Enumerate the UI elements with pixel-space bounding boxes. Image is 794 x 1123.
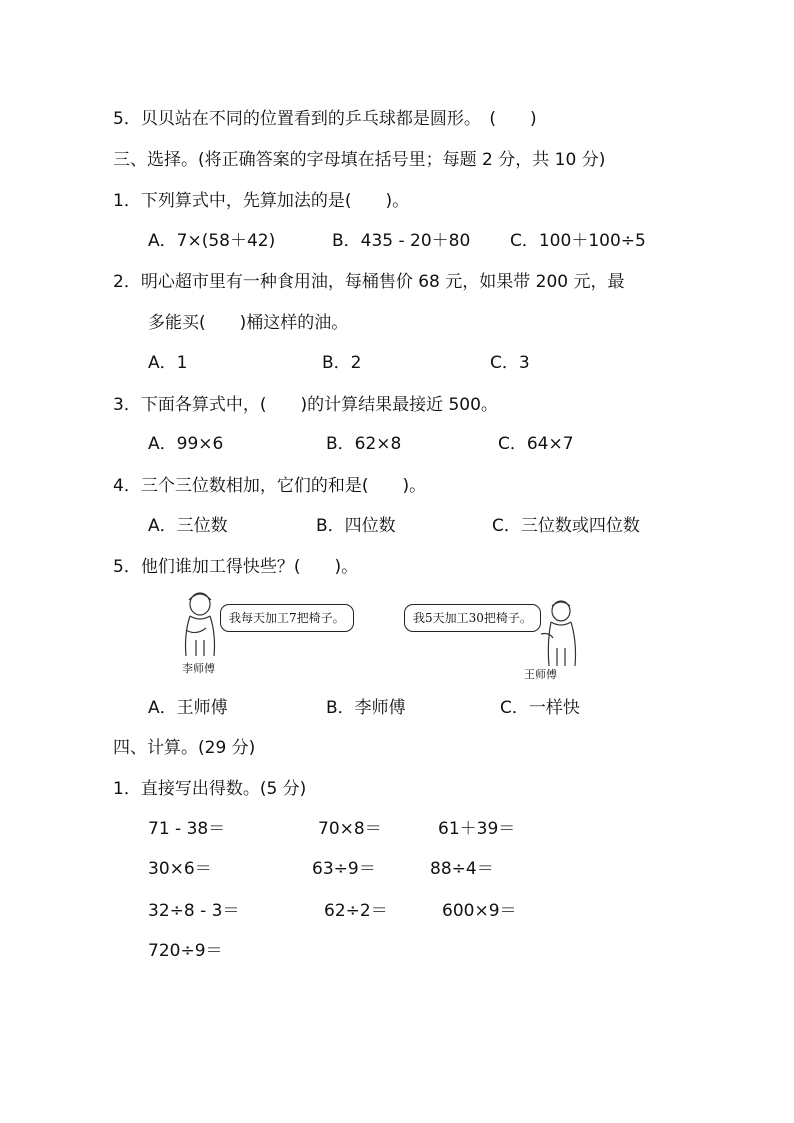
choice-q3-stem: 3．下面各算式中，( )的计算结果最接近 500。 [113,395,498,415]
choice-q2-option-b: B．2 [322,353,362,373]
worker-wang-name: 王师傅 [524,668,557,681]
worker-li-speech-bubble: 我每天加工7把椅子。 [220,604,354,632]
calc-r3-c3: 600×9＝ [442,901,517,921]
choice-q3-option-a: A．99×6 [148,434,224,454]
calc-r1-c1: 71 - 38＝ [148,819,226,839]
choice-q4-option-b: B．四位数 [316,516,396,536]
choice-q4-option-c: C．三位数或四位数 [492,516,640,536]
worker-wang-speech-bubble: 我5天加工30把椅子。 [404,604,541,632]
calc-r1-c3: 61＋39＝ [438,819,516,839]
calc-r2-c1: 30×6＝ [148,859,212,879]
worker-li-name: 李师傅 [182,662,215,675]
choice-q5-option-b: B．李师傅 [326,698,406,718]
section-4-sub-1: 1．直接写出得数。(5 分) [113,779,307,799]
choice-q2-option-a: A．1 [148,353,188,373]
choice-q5-stem: 5．他们谁加工得快些？( )。 [113,557,359,577]
choice-q2-option-c: C．3 [490,353,530,373]
section-4-heading: 四、计算。(29 分) [113,738,256,758]
calc-r4-c1: 720÷9＝ [148,941,223,961]
section-3-heading: 三、选择。(将正确答案的字母填在括号里；每题 2 分，共 10 分) [113,150,606,170]
worker-li-figure [176,590,224,660]
judgement-item-5: 5．贝贝站在不同的位置看到的乒乓球都是圆形。 ( ) [113,109,537,129]
choice-q2-stem: 2．明心超市里有一种食用油，每桶售价 68 元，如果带 200 元，最 [113,272,625,292]
choice-q2-stem-continued: 多能买( )桶这样的油。 [148,313,349,333]
calc-r2-c3: 88÷4＝ [430,859,494,879]
calc-r2-c2: 63÷9＝ [312,859,376,879]
choice-q1-option-b: B．435 - 20＋80 [332,231,471,251]
calc-r1-c2: 70×8＝ [318,819,382,839]
choice-q5-option-a: A．王师傅 [148,698,228,718]
calc-r3-c1: 32÷8 - 3＝ [148,901,240,921]
choice-q1-stem: 1．下列算式中，先算加法的是( )。 [113,191,410,211]
choice-q5-option-c: C．一样快 [500,698,580,718]
choice-q4-option-a: A．三位数 [148,516,228,536]
worker-wang-figure [535,598,585,670]
calc-r3-c2: 62÷2＝ [324,901,388,921]
choice-q3-option-c: C．64×7 [498,434,574,454]
choice-q4-stem: 4．三个三位数相加，它们的和是( )。 [113,476,427,496]
choice-q1-option-a: A．7×(58＋42) [148,231,276,251]
choice-q3-option-b: B．62×8 [326,434,402,454]
choice-q1-option-c: C．100＋100÷5 [510,231,646,251]
